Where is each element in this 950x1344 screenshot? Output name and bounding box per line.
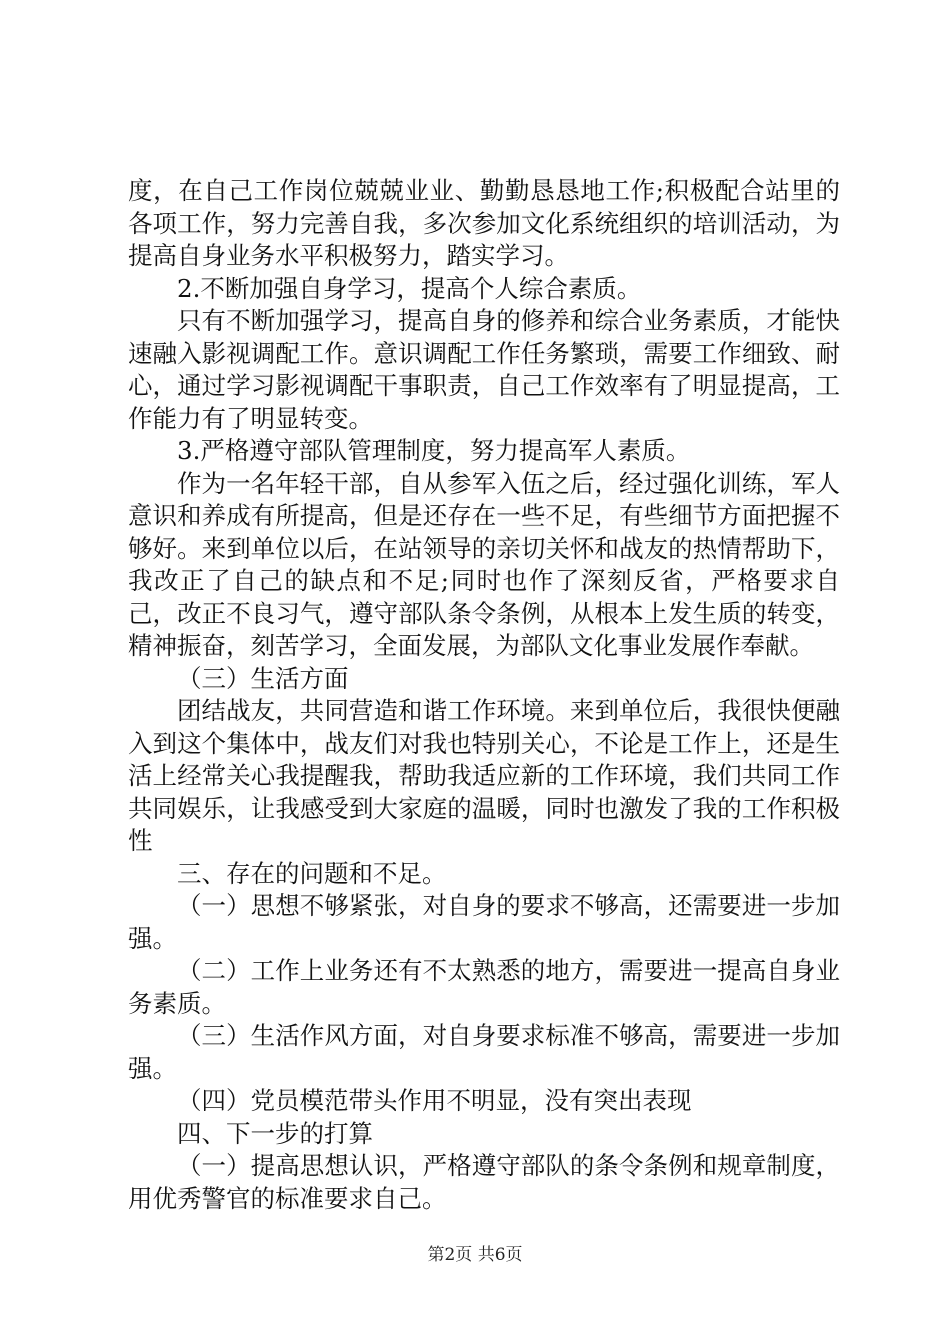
paragraph-study: 只有不断加强学习，提高自身的修养和综合业务素质，才能快速融入影视调配工作。意识调配工作任务繁琐，需要工作细致、耐心，通过学习影视调配干事职责，自己工作效率有了明显提高，工作能力有了明显转变。	[128, 306, 840, 433]
problem-item-3: （三）生活作风方面，对自身要求标准不够高，需要进一步加强。	[128, 1021, 840, 1083]
heading-life: （三）生活方面	[177, 663, 349, 693]
paragraph-continuation: 度，在自己工作岗位兢兢业业、勤勤恳恳地工作;积极配合站里的各项工作，努力完善自我，多次参加文化系统组织的培训活动，为提高自身业务水平积极努力，踏实学习。	[128, 176, 840, 270]
plan-item-1: （一）提高思想认识，严格遵守部队的条令条例和规章制度，用优秀警官的标准要求自己。	[128, 1151, 840, 1213]
problem-item-4: （四）党员模范带头作用不明显，没有突出表现	[177, 1086, 692, 1115]
heading-item-3: 3.严格遵守部队管理制度，努力提高军人素质。	[177, 436, 691, 465]
paragraph-life: 团结战友，共同营造和谐工作环境。来到单位后，我很快便融入到这个集体中，战友们对我也特别关心，不论是工作上，还是生活上经常关心我提醒我，帮助我适应新的工作环境，我们共同工作共同娱乐，让我感受到大家庭的温暖，同时也激发了我的工作积极性	[128, 696, 840, 855]
page-footer: 第2页 共6页	[427, 1245, 523, 1265]
problem-item-1: （一）思想不够紧张，对自身的要求不够高，还需要进一步加强。	[128, 891, 840, 953]
paragraph-discipline: 作为一名年轻干部，自从参军入伍之后，经过强化训练，军人意识和养成有所提高，但是还存在一些不足，有些细节方面把握不够好。来到单位以后，在站领导的亲切关怀和战友的热情帮助下，我改正了自己的缺点和不足;同时也作了深刻反省，严格要求自己，改正不良习气，遵守部队条令条例，从根本上发生质的转变，精神振奋，刻苦学习，全面发展，为部队文化事业发展作奉献。	[128, 468, 840, 660]
heading-next-steps: 四、下一步的打算	[177, 1118, 373, 1148]
heading-item-2: 2.不断加强自身学习，提高个人综合素质。	[177, 273, 642, 303]
document-body	[128, 175, 840, 1215]
problem-item-2: （二）工作上业务还有不太熟悉的地方，需要进一提高自身业务素质。	[128, 956, 840, 1018]
heading-problems: 三、存在的问题和不足。	[177, 858, 447, 888]
